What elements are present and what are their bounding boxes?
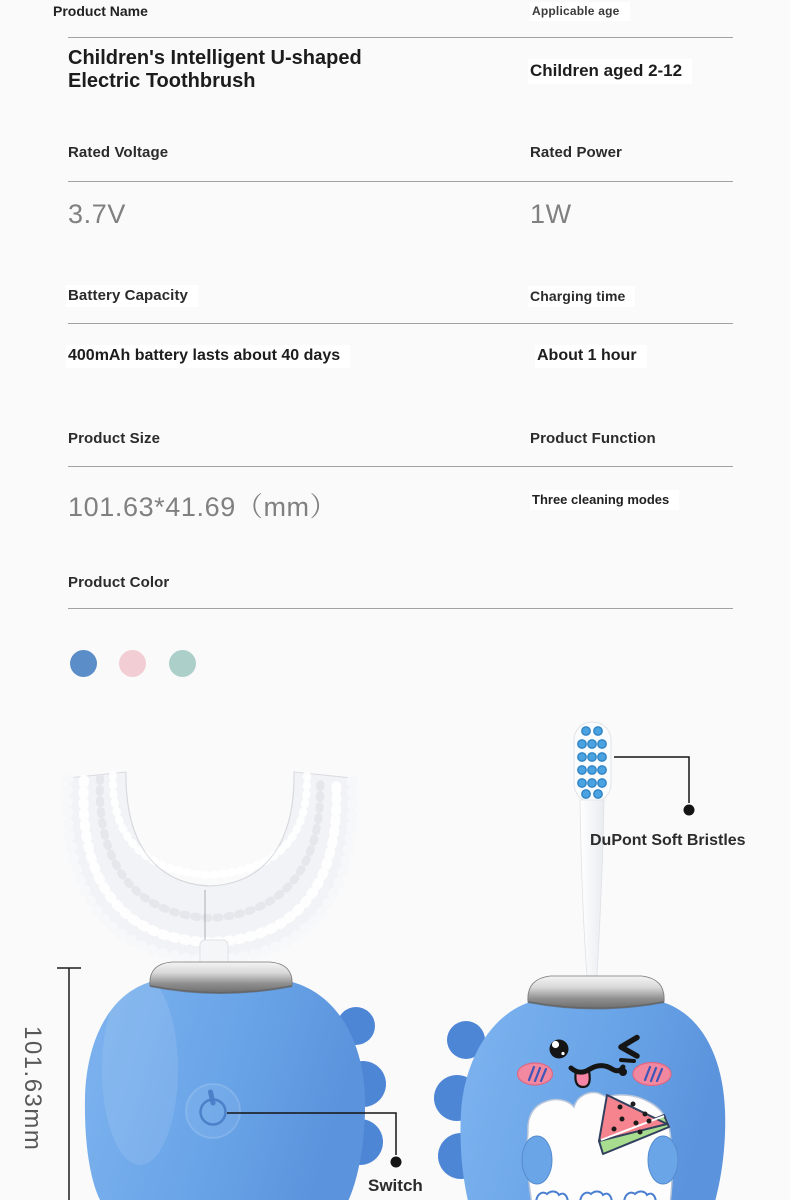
- classic-toothbrush-graphic: [434, 722, 725, 1200]
- applicable-age-value: Children aged 2-12: [528, 59, 692, 84]
- switch-callout-label: Switch: [368, 1176, 423, 1195]
- divider: [68, 323, 733, 324]
- rated-voltage-label: Rated Voltage: [68, 144, 169, 161]
- rated-power-label: Rated Power: [530, 144, 622, 161]
- color-swatch-blue: [70, 650, 97, 677]
- blush-left: [518, 1063, 553, 1085]
- left-eye: [550, 1040, 569, 1059]
- brush-stem: [580, 800, 604, 976]
- power-button-icon: [186, 1084, 240, 1138]
- height-measurement-label: 101.63mm: [19, 1026, 46, 1152]
- height-measurement-line: [57, 968, 81, 1200]
- product-function-value: Three cleaning modes: [530, 490, 679, 510]
- product-function-label: Product Function: [530, 430, 656, 447]
- bristles-callout-line: [614, 757, 695, 816]
- rated-voltage-value: 3.7V: [68, 199, 126, 229]
- color-swatches: [70, 650, 214, 682]
- divider: [68, 181, 733, 182]
- product-size-value: 101.63*41.69（mm）: [68, 492, 338, 522]
- charging-time-label: Charging time: [528, 286, 635, 307]
- product-color-label: Product Color: [68, 574, 170, 591]
- product-size-label: Product Size: [68, 430, 161, 447]
- rated-power-value: 1W: [530, 199, 572, 229]
- silver-collar-left: [150, 962, 292, 993]
- u-shaped-toothbrush-graphic: [57, 772, 402, 1200]
- charging-time-value: About 1 hour: [535, 345, 647, 368]
- u-shaped-brush-head: [67, 772, 352, 960]
- bristle-brush-head: [574, 722, 611, 802]
- blush-right: [633, 1063, 671, 1086]
- product-name-label: Product Name: [53, 3, 148, 19]
- divider: [68, 608, 733, 609]
- product-name-value: Children's Intelligent U-shaped Electric Toothbrush: [68, 47, 362, 93]
- color-swatch-green: [169, 650, 196, 677]
- color-swatch-pink: [119, 650, 146, 677]
- applicable-age-label: Applicable age: [530, 2, 630, 21]
- silver-collar-right: [528, 976, 664, 1009]
- divider: [68, 466, 733, 467]
- divider: [68, 37, 733, 38]
- toothbrush-showcase-graphic: [0, 700, 790, 1200]
- battery-capacity-label: Battery Capacity: [66, 285, 198, 307]
- bristles-callout-label: DuPont Soft Bristles: [590, 832, 746, 849]
- battery-capacity-value: 400mAh battery lasts about 40 days: [66, 345, 350, 368]
- belly-waves: [536, 1191, 656, 1200]
